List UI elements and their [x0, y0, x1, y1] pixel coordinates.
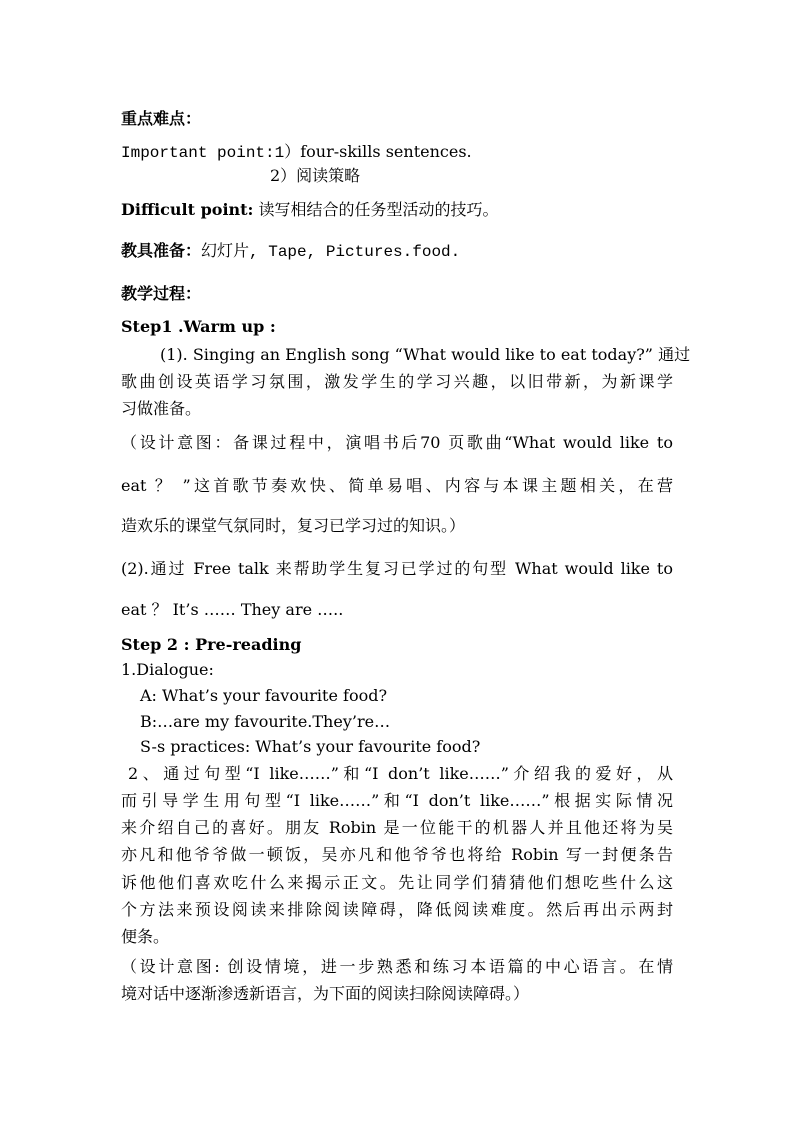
step1-note-line2: eat ？ ”这首歌节奏欢快、简单易唱、内容与本课主题相关，在营: [121, 476, 673, 495]
difficult-point-line: [121, 199, 499, 221]
step2-paragraph2-line5: 诉他他们喜欢吃什么来揭示正文。先让同学们猜猜他们想吃些什么这: [121, 873, 673, 892]
step2-dialogue-label: 1.Dialogue:: [121, 660, 214, 679]
difficult-point-text: 读写相结合的任务型活动的技巧。: [258, 200, 499, 219]
important-point-line: [121, 141, 472, 164]
step1-paragraph2-line1: (2).通过 Free talk 来帮助学生复习已学过的句型 What would like to: [121, 559, 673, 578]
step2-paragraph2-line6: 个方法来预设阅读来排除阅读障碍，降低阅读难度。然后再出示两封: [121, 900, 673, 919]
step1-note-line3: 造欢乐的课堂气氛同时，复习已学习过的知识。）: [121, 516, 466, 535]
step2-paragraph2-line1: 2、通过句型“I like……”和“I don’t like……”介绍我的爱好，从: [128, 764, 673, 783]
step1-paragraph1-line2: 歌曲创设英语学习氛围，激发学生的学习兴趣，以旧带新，为新课学: [121, 372, 673, 391]
difficult-point-label: Difficult point:: [121, 200, 254, 219]
step1-heading: Step1 .Warm up :: [121, 317, 276, 336]
teaching-tools-label: 教具准备：: [121, 241, 202, 260]
step1-note-line1: （设计意图：备课过程中，演唱书后70 页歌曲“What would like to: [121, 433, 673, 452]
teaching-tools-text: 幻灯片, Tape, Pictures.food.: [201, 243, 461, 261]
important-point-1: four-skills sentences.: [300, 142, 472, 161]
teaching-tools-line: [121, 240, 460, 263]
step2-note-line1: （设计意图: 创设情境，进一步熟悉和练习本语篇的中心语言。在情: [121, 957, 673, 976]
step2-paragraph2-line3: 来介绍自己的喜好。朋友 Robin 是一位能干的机器人并且他还将为吴: [121, 818, 673, 837]
step1-paragraph1-line3: 习做准备。: [121, 399, 202, 418]
step2-note-line2: 境对话中逐渐渗透新语言，为下面的阅读扫除阅读障碍。）: [121, 984, 530, 1003]
step2-dialogue-line-b: B:…are my favourite.They’re…: [140, 712, 391, 731]
step2-dialogue-line-ss: S-s practices: What’s your favourite food?: [140, 737, 481, 756]
step2-paragraph2-line2: 而引导学生用句型“I like……”和“I don’t like……”根据实际情况: [121, 791, 673, 810]
step2-heading: Step 2 : Pre-reading: [121, 635, 302, 654]
important-point-label: Important point:1）: [121, 144, 301, 162]
teaching-process-heading: 教学过程：: [121, 284, 202, 303]
step2-paragraph2-line4: 亦凡和他爷爷做一顿饭，吴亦凡和他爷爷也将给 Robin 写一封便条告: [121, 845, 673, 864]
important-point-2: 2）阅读策略: [270, 166, 361, 185]
step2-dialogue-line-a: A: What’s your favourite food?: [140, 686, 388, 705]
step1-paragraph2-line2: eat ？ It’s …… They are …..: [121, 600, 344, 619]
key-points-heading: 重点难点：: [121, 109, 202, 128]
step2-paragraph2-line7: 便条。: [121, 927, 170, 946]
step1-paragraph1-line1: (1). Singing an English song “What would like to eat today?” 通过: [160, 345, 691, 364]
